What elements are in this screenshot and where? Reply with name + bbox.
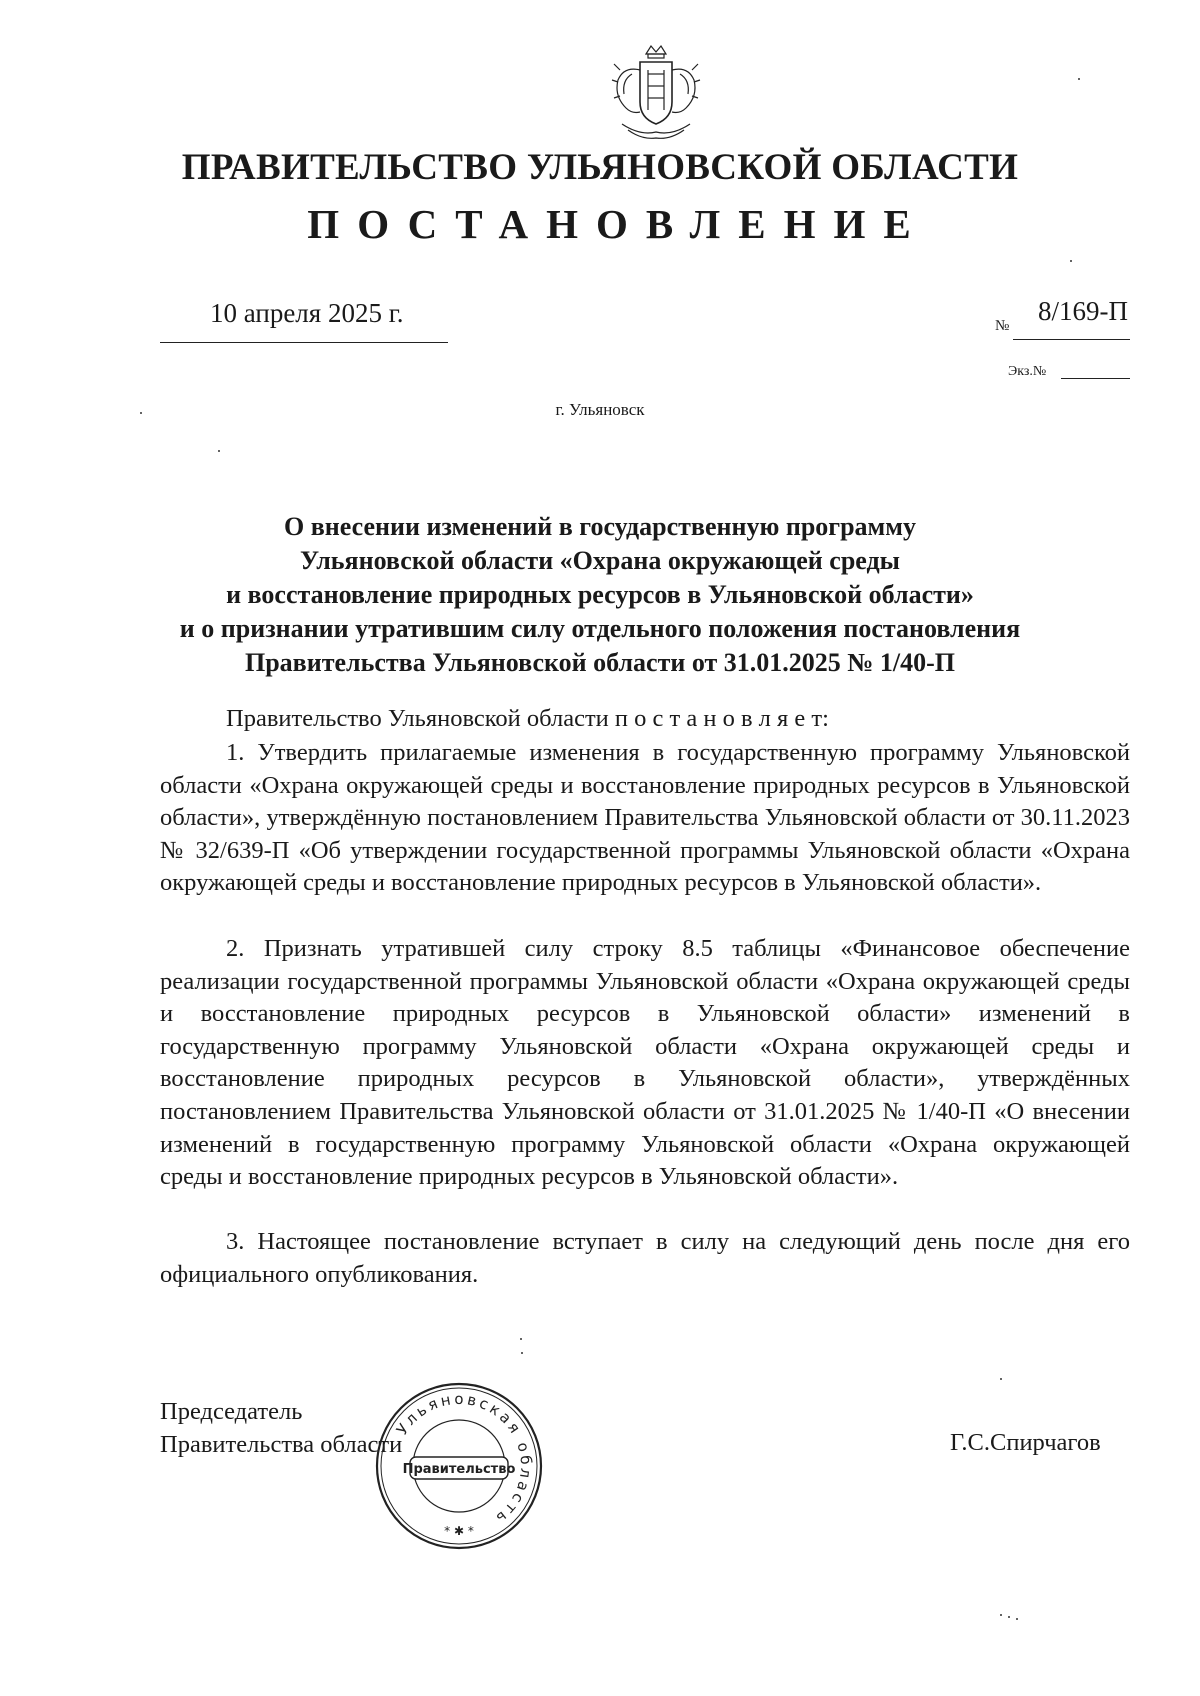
- seal-center-text: Правительство: [402, 1462, 516, 1477]
- position-line: Председатель: [160, 1398, 303, 1425]
- number-sign: №: [995, 318, 1010, 334]
- signatory-name: Г.С.Спирчагов: [950, 1429, 1101, 1456]
- intro-spaced-verb: п о с т а н о в л я е т:: [614, 705, 829, 732]
- paragraph-2: 2. Признать утратившей силу строку 8.5 таблицы «Финансовое обеспечение реализации государственной программы Ульяновской области «Охрана окружающей среды и восстановление природных ресурсов в Ульяновской области» изменений в государственную программу Ульяновской области «Охрана окружающей среды и восстановление природных ресурсов в Ульяновской области», утверждённых постановлением Правительства Ульяновской области от 31.01.2025 № 1/40-П «О внесении изменений в государственную программу Ульяновской области «Охрана окружающей среды и восстановление природных ресурсов в Ульяновской области».: [160, 935, 1130, 1191]
- seal-star-icon: * ✱ *: [444, 1524, 474, 1538]
- organization-heading: ПРАВИТЕЛЬСТВО УЛЬЯНОВСКОЙ ОБЛАСТИ: [181, 147, 1019, 188]
- official-seal-stamp: [374, 1381, 544, 1551]
- document-title: [0, 510, 1200, 680]
- paragraph-3: 3. Настоящее постановление вступает в силу на следующий день после дня его официального опубликования.: [160, 1228, 1130, 1288]
- title-line: и восстановление природных ресурсов в Ульяновской области»: [226, 580, 974, 609]
- number-underline: [1013, 339, 1130, 340]
- title-line: Ульяновской области «Охрана окружающей среды: [300, 546, 900, 575]
- document-number: 8/169-П: [1038, 296, 1128, 326]
- city-label: г. Ульяновск: [555, 400, 645, 419]
- document-date: 10 апреля 2025 г.: [210, 298, 404, 328]
- paragraph-1: 1. Утвердить прилагаемые изменения в государственную программу Ульяновской области «Охрана окружающей среды и восстановление природных ресурсов в Ульяновской области», утверждённую постановлением Правительства Ульяновской области от 30.11.2023 № 32/639-П «Об утверждении государственной программы Ульяновской области «Охрана окружающей среды и восстановление природных ресурсов в Ульяновской области».: [160, 739, 1130, 897]
- seal-ring-text: Ульяновская область: [392, 1389, 536, 1530]
- position-line: Правительства области: [160, 1431, 403, 1458]
- title-line: О внесении изменений в государственную программу: [284, 512, 916, 541]
- date-underline: [160, 342, 448, 343]
- copy-number-label: Экз.№: [1008, 364, 1047, 379]
- document-type-heading: ПОСТАНОВЛЕНИЕ: [307, 201, 929, 247]
- title-line: и о признании утратившим силу отдельного положения постановления: [179, 614, 1021, 643]
- signatory-position: [160, 1395, 402, 1461]
- copy-number-underline: [1061, 378, 1130, 379]
- coat-of-arms-emblem: [596, 40, 716, 148]
- title-line: Правительства Ульяновской области от 31.01.2025 № 1/40-П: [245, 648, 955, 677]
- intro-paragraph: [226, 705, 829, 733]
- intro-prefix: Правительство Ульяновской области: [226, 705, 609, 732]
